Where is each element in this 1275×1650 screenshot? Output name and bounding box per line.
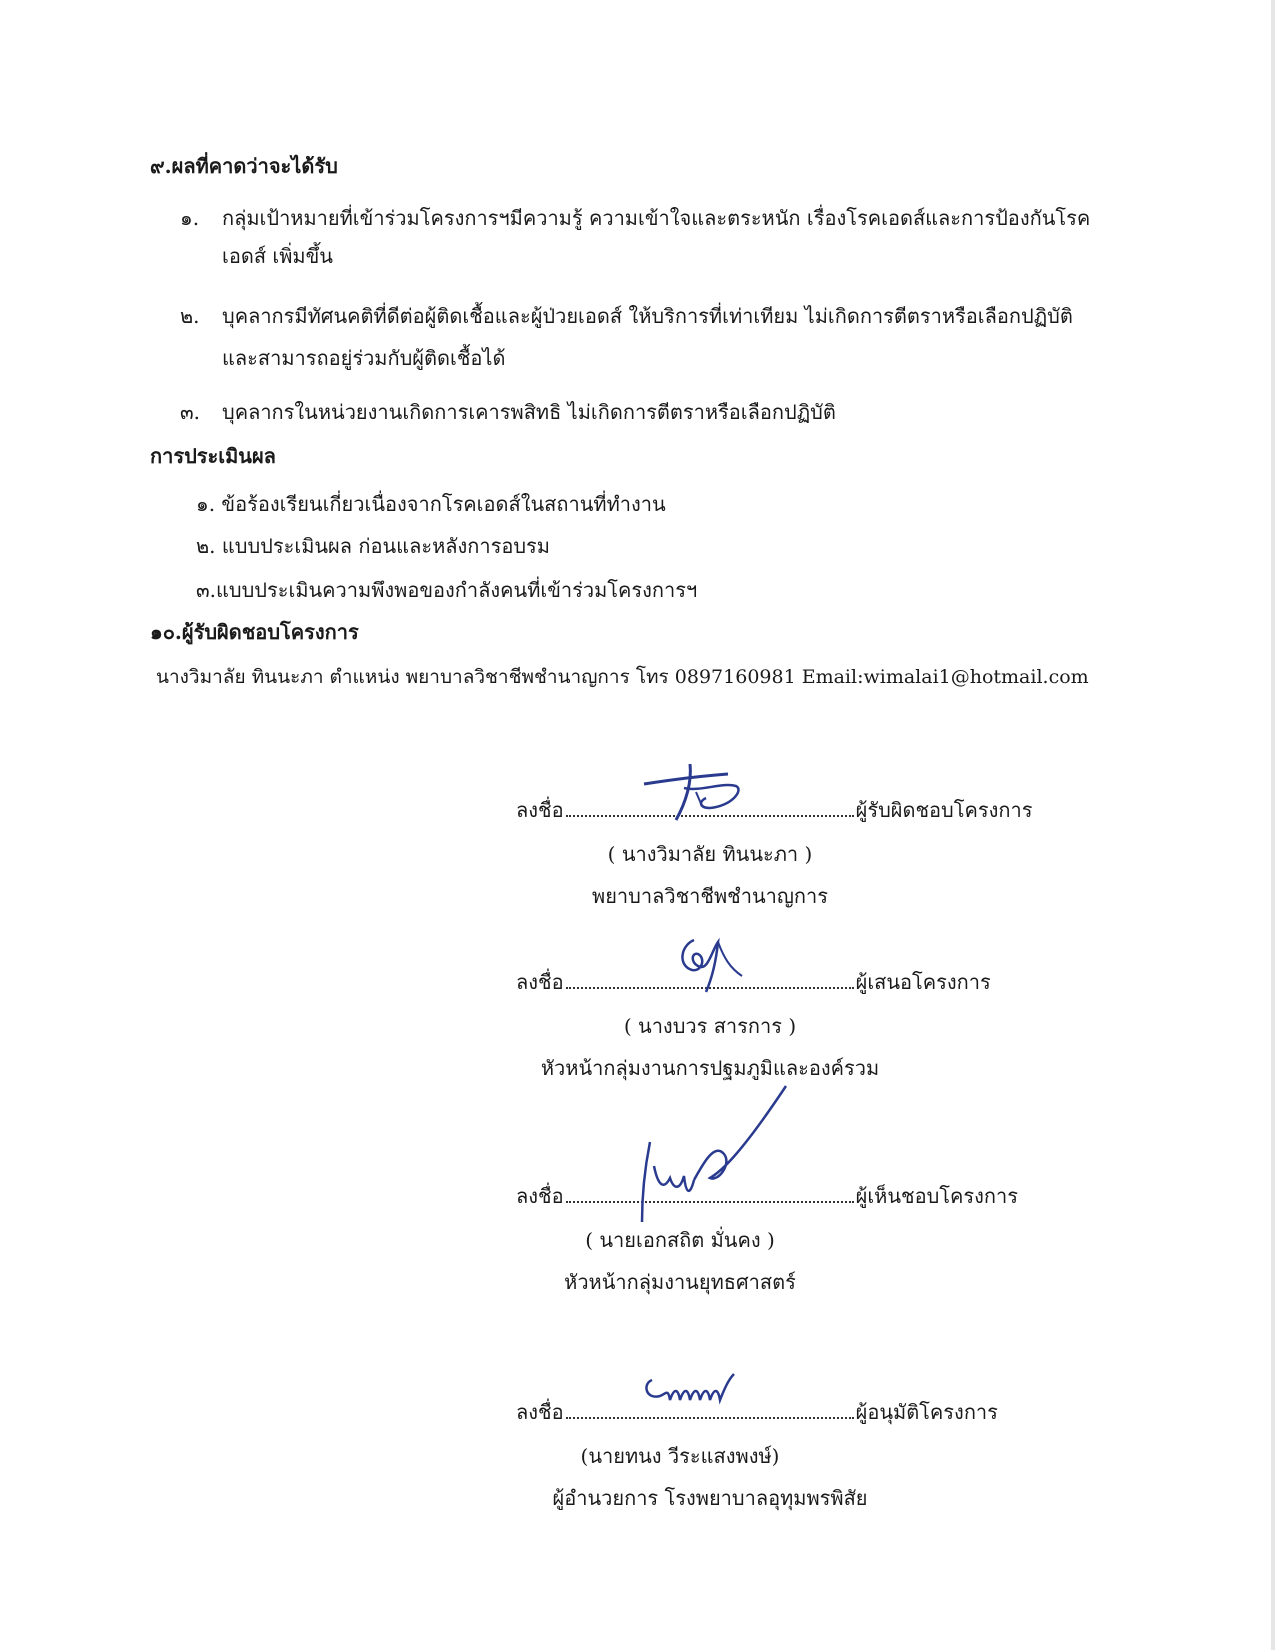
item-text: บุคลากรมีทัศนคติที่ดีต่อผู้ติดเชื้อและผู้ป่วยเอดส์ ให้บริการที่เท่าเทียม ไม่เกิดการตีตราหรือเลือกปฏิบัติ [222,304,1073,328]
sign-prefix: ลงชื่อ [516,1184,564,1208]
signer-title-1: พยาบาลวิชาชีพชำนาญการ [592,884,828,908]
expected-result-2 [180,300,1073,332]
item-number: ๒. [180,304,200,328]
item-text: กลุ่มเป้าหมายที่เข้าร่วมโครงการฯมีความรู้ ความเข้าใจและตระหนัก เรื่องโรคเอดส์และการป้องกันโรค [222,206,1091,230]
sign-prefix: ลงชื่อ [516,798,564,822]
handwritten-signature-2 [672,932,752,1002]
handwritten-signature-4 [640,1366,770,1416]
section-9-heading: ๙.ผลที่คาดว่าจะได้รับ [150,154,338,178]
sign-role: ผู้รับผิดชอบโครงการ [855,798,1033,822]
responsible-person: นางวิมาลัย ทินนะภา ตำแหน่ง พยาบาลวิชาชีพชำนาญการ โทร 0897160981 Email:wimalai1@hotmail.com [156,666,1089,688]
signer-name-2: ( นางบวร สารการ ) [623,1014,797,1038]
signer-name-1: ( นางวิมาลัย ทินนะภา ) [607,842,813,866]
sign-role: ผู้เห็นชอบโครงการ [855,1184,1019,1208]
item-number: ๓. [180,400,201,424]
signer-name-4: (นายทนง วีระแสงพงษ์) [580,1444,780,1468]
signer-title-3: หัวหน้ากลุ่มงานยุทธศาสตร์ [564,1270,796,1294]
evaluation-item-1: ๑. ข้อร้องเรียนเกี่ยวเนื่องจากโรคเอดส์ในสถานที่ทำงาน [196,492,666,516]
signature-line-2 [516,966,991,998]
scan-edge [1271,0,1275,1650]
item-number: ๑. [180,206,200,230]
evaluation-heading: การประเมินผล [150,444,276,468]
expected-result-1 [180,202,1090,234]
sign-role: ผู้เสนอโครงการ [855,970,991,994]
sign-prefix: ลงชื่อ [516,1400,564,1424]
signature-line-1 [516,794,1032,826]
evaluation-item-2: ๒. แบบประเมินผล ก่อนและหลังการอบรม [196,534,550,558]
evaluation-item-3: ๓.แบบประเมินความพึงพอของกำลังคนที่เข้าร่วมโครงการฯ [196,578,698,602]
signer-name-3: ( นายเอกสถิต มั่นคง ) [585,1228,775,1252]
signer-title-2: หัวหน้ากลุ่มงานการปฐมภูมิและองค์รวม [540,1056,880,1080]
expected-result-1-cont: เอดส์ เพิ่มขึ้น [222,244,333,268]
sign-role: ผู้อนุมัติโครงการ [855,1400,998,1424]
handwritten-signature-1 [640,762,770,832]
signer-title-4: ผู้อำนวยการ โรงพยาบาลอุทุมพรพิสัย [552,1486,868,1510]
expected-result-2-cont: และสามารถอยู่ร่วมกับผู้ติดเชื้อได้ [222,346,506,370]
expected-result-3 [180,396,836,428]
item-text: บุคลากรในหน่วยงานเกิดการเคารพสิทธิ ไม่เกิดการตีตราหรือเลือกปฏิบัติ [222,400,836,424]
section-10-heading: ๑๐.ผู้รับผิดชอบโครงการ [150,620,359,644]
sign-prefix: ลงชื่อ [516,970,564,994]
handwritten-signature-3 [640,1082,790,1232]
